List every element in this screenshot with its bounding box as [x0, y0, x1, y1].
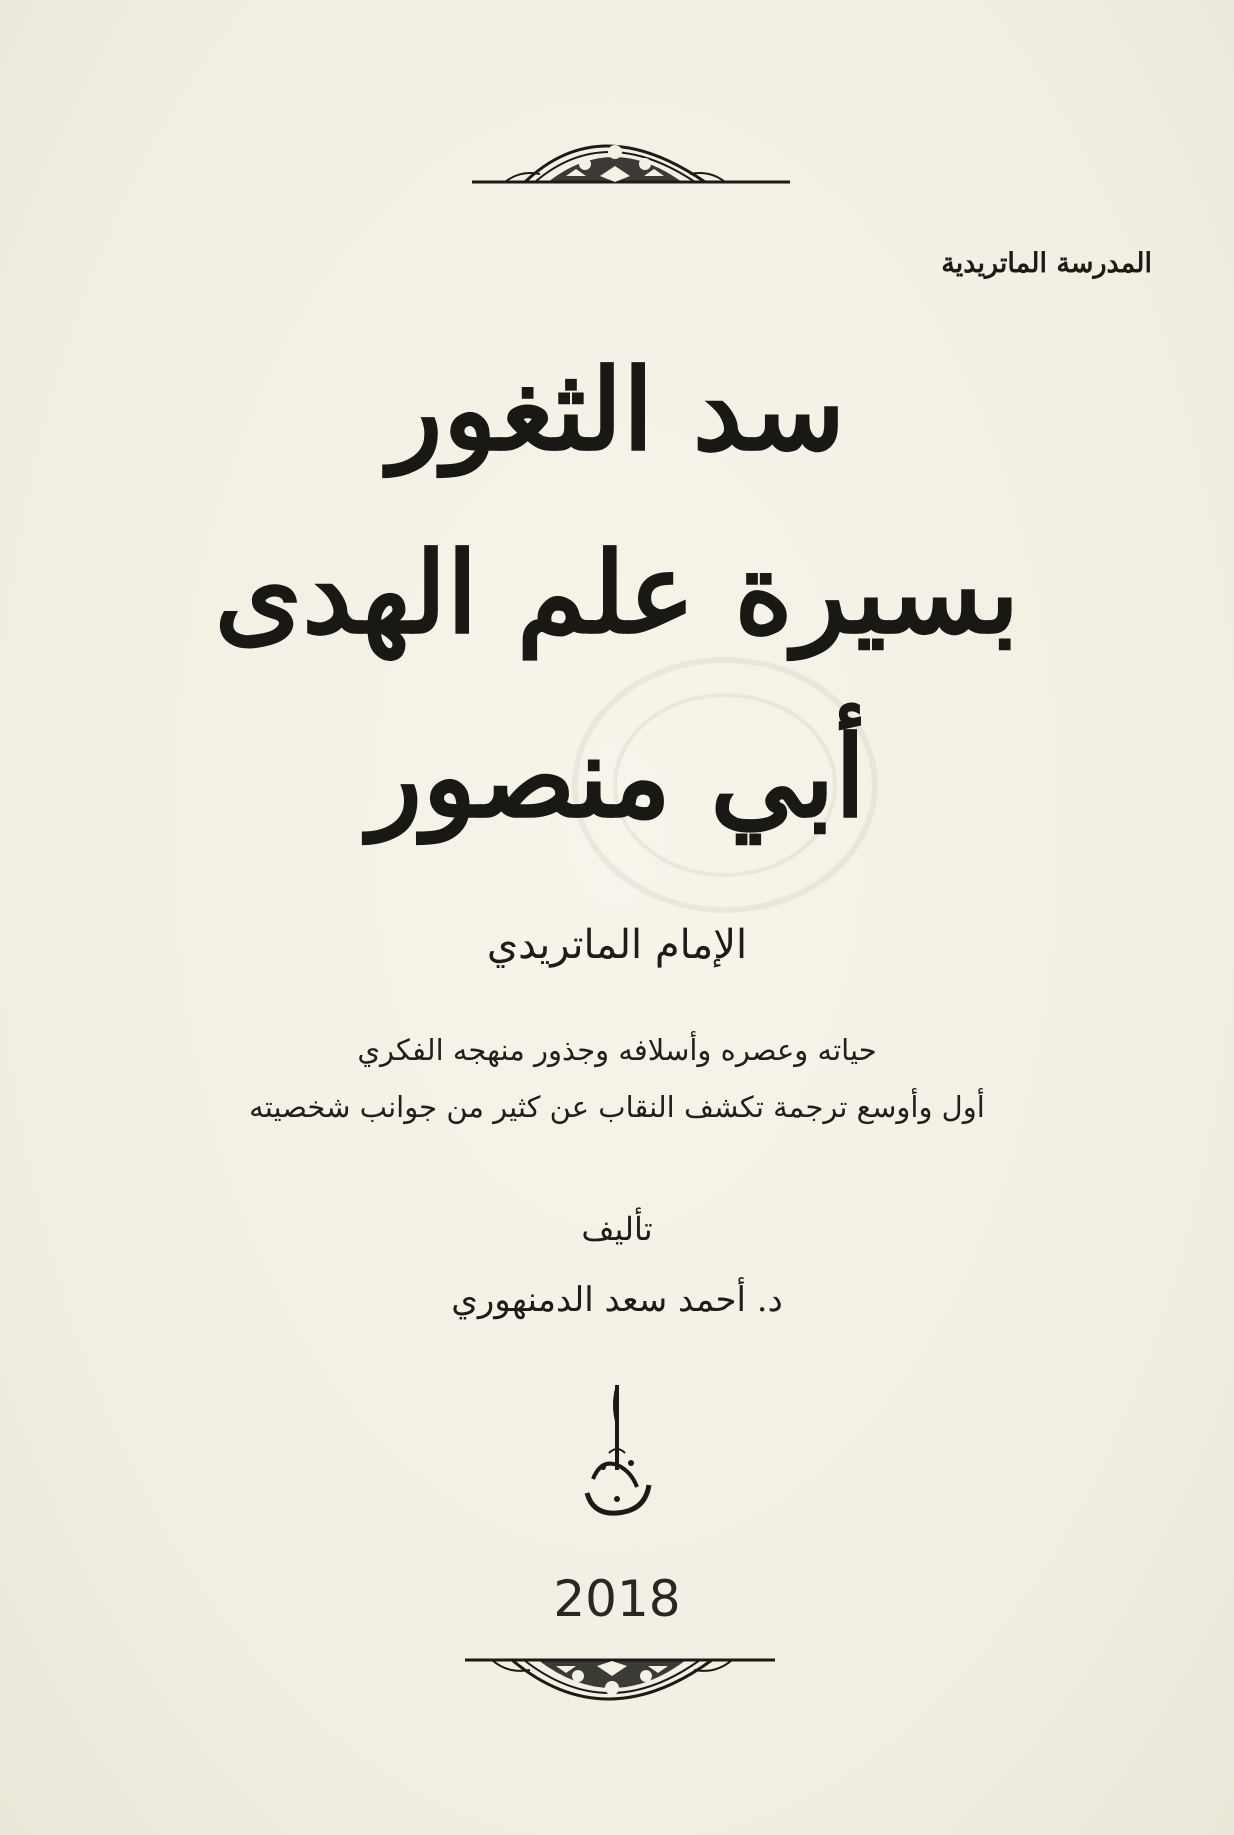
description-line-2: أول وأوسع ترجمة تكشف النقاب عن كثير من جوانب شخصيته: [249, 1090, 985, 1124]
title-line-2: بسيرة علم الهدى: [214, 528, 1020, 659]
publication-year: 2018: [553, 1570, 681, 1628]
authorship-label: تأليف: [581, 1210, 653, 1248]
author-name: د. أحمد سعد الدمنهوري: [451, 1280, 783, 1320]
title-line-1: سد الثغور: [388, 345, 846, 476]
publisher-logo-icon: [573, 1375, 663, 1525]
subject-name: الإمام الماتريدي: [486, 922, 748, 968]
title-line-3: أبي منصور: [368, 712, 866, 843]
bottom-ornament-icon: [0, 1640, 1234, 1750]
series-name: المدرسة الماتريدية: [941, 248, 1152, 279]
description-line-1: حياته وعصره وأسلافه وجذور منهجه الفكري: [357, 1033, 877, 1067]
top-ornament-icon: [0, 118, 1234, 228]
